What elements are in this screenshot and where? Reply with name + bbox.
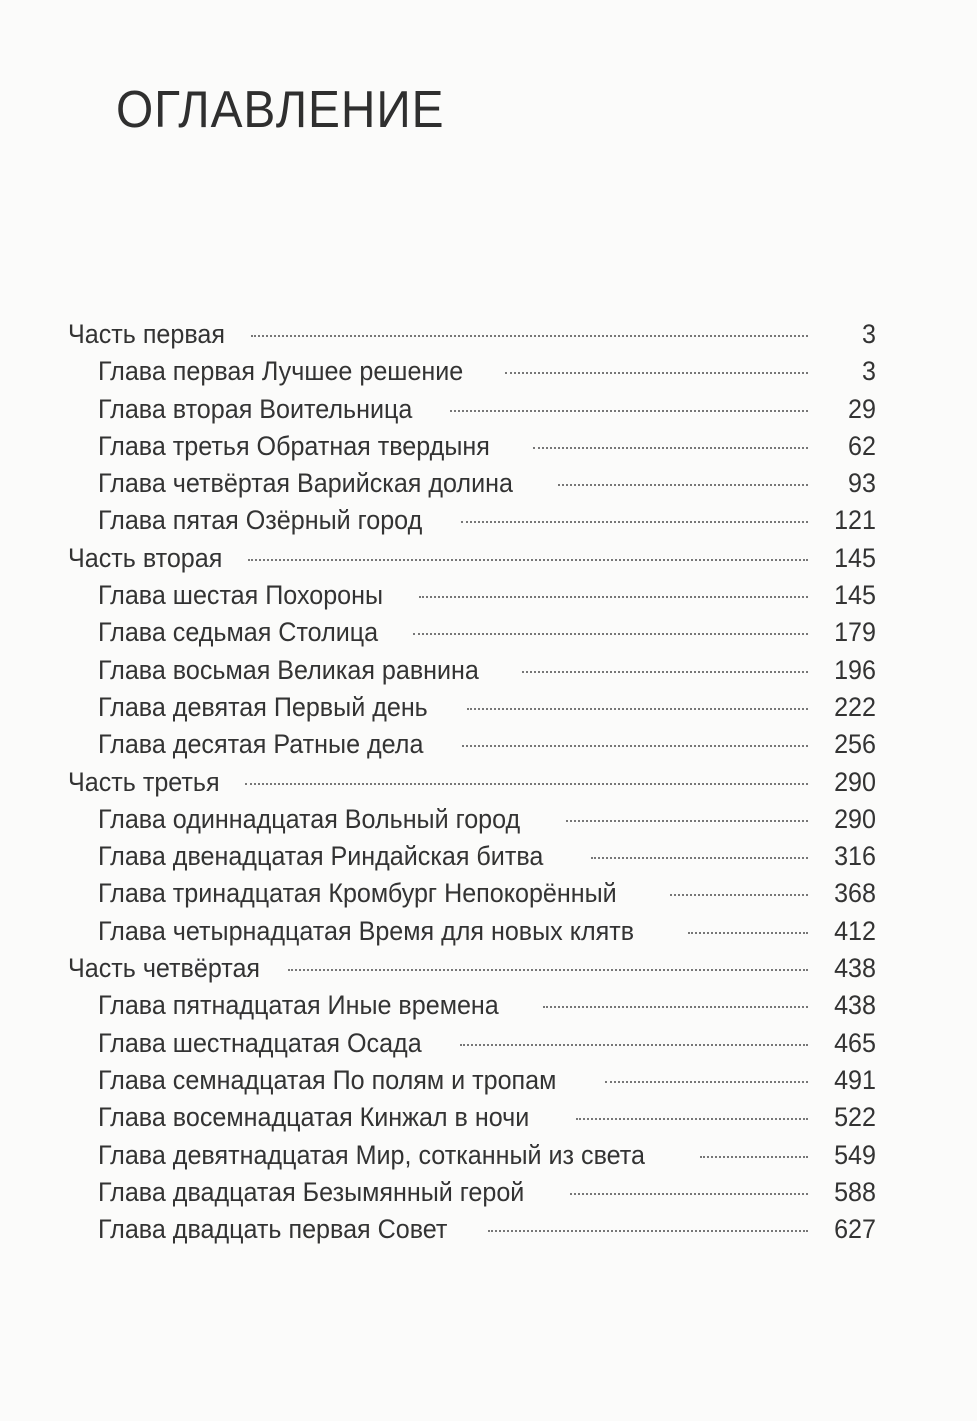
toc-entry-page-number: 290 — [834, 766, 876, 797]
dot-leader — [688, 932, 808, 934]
toc-entry-title: Глава восемнадцатая Кинжал в ночи — [98, 1102, 530, 1133]
table-of-contents — [68, 316, 876, 1248]
toc-entry-title: Глава вторая Воительница — [98, 393, 413, 424]
toc-entry-title: Глава первая Лучшее решение — [98, 356, 464, 387]
dot-leader — [533, 447, 808, 449]
toc-entry-title: Глава девятнадцатая Мир, сотканный из света — [98, 1139, 645, 1170]
toc-entry-page-number: 145 — [834, 580, 876, 611]
toc-entry-page-number: 3 — [862, 356, 876, 387]
toc-entry-title: Глава пятая Озёрный город — [98, 505, 423, 536]
toc-entry-title: Глава двадцать первая Совет — [98, 1214, 448, 1245]
dot-leader — [505, 372, 808, 374]
toc-part-entry — [68, 540, 876, 577]
toc-chapter-entry — [68, 987, 876, 1024]
dot-leader — [566, 820, 808, 822]
toc-entry-page-number: 121 — [834, 505, 876, 536]
toc-entry-page-number: 179 — [834, 617, 876, 648]
toc-chapter-entry — [68, 353, 876, 390]
toc-chapter-entry — [68, 1137, 876, 1174]
toc-entry-page-number: 316 — [834, 841, 876, 872]
dot-leader — [605, 1081, 808, 1083]
toc-entry-title: Глава семнадцатая По полям и тропам — [98, 1064, 557, 1095]
toc-entry-title: Глава тринадцатая Кромбург Непокорённый — [98, 878, 617, 909]
toc-entry-page-number: 368 — [834, 878, 876, 909]
toc-chapter-entry — [68, 1174, 876, 1211]
dot-leader — [467, 708, 808, 710]
toc-chapter-entry — [68, 1062, 876, 1099]
toc-entry-title: Глава девятая Первый день — [98, 691, 428, 722]
toc-chapter-entry — [68, 801, 876, 838]
dot-leader — [576, 1118, 808, 1120]
toc-entry-page-number: 222 — [834, 691, 876, 722]
dot-leader — [488, 1230, 808, 1232]
toc-entry-title: Глава восьмая Великая равнина — [98, 654, 479, 685]
toc-chapter-entry — [68, 875, 876, 912]
dot-leader — [245, 783, 808, 785]
dot-leader — [591, 857, 808, 859]
toc-chapter-entry — [68, 689, 876, 726]
dot-leader — [419, 596, 809, 598]
toc-entry-page-number: 588 — [834, 1176, 876, 1207]
toc-entry-page-number: 93 — [848, 468, 876, 499]
toc-chapter-entry — [68, 614, 876, 651]
toc-entry-page-number: 256 — [834, 729, 876, 760]
toc-entry-title: Глава десятая Ратные дела — [98, 729, 424, 760]
toc-entry-title: Глава четвёртая Варийская долина — [98, 468, 513, 499]
toc-entry-title: Глава пятнадцатая Иные времена — [98, 990, 499, 1021]
toc-chapter-entry — [68, 1099, 876, 1136]
toc-entry-title: Глава одиннадцатая Вольный город — [98, 803, 521, 834]
dot-leader — [413, 633, 808, 635]
toc-part-entry — [68, 950, 876, 987]
toc-chapter-entry — [68, 1211, 876, 1248]
toc-entry-page-number: 465 — [834, 1027, 876, 1058]
toc-entry-page-number: 29 — [848, 393, 876, 424]
toc-chapter-entry — [68, 838, 876, 875]
toc-entry-page-number: 549 — [834, 1139, 876, 1170]
toc-entry-page-number: 412 — [834, 915, 876, 946]
toc-chapter-entry — [68, 465, 876, 502]
toc-entry-page-number: 290 — [834, 803, 876, 834]
toc-chapter-entry — [68, 913, 876, 950]
toc-entry-title: Глава шестая Похороны — [98, 580, 384, 611]
toc-entry-page-number: 522 — [834, 1102, 876, 1133]
dot-leader — [288, 969, 808, 971]
toc-entry-title: Глава седьмая Столица — [98, 617, 379, 648]
toc-entry-title: Глава четырнадцатая Время для новых клятв — [98, 915, 635, 946]
dot-leader — [558, 484, 808, 486]
dot-leader — [460, 1044, 808, 1046]
dot-leader — [462, 745, 808, 747]
toc-entry-page-number: 62 — [848, 430, 876, 461]
toc-entry-title: Часть третья — [68, 766, 220, 797]
toc-entry-title: Глава двенадцатая Риндайская битва — [98, 841, 544, 872]
dot-leader — [700, 1156, 808, 1158]
toc-entry-page-number: 196 — [834, 654, 876, 685]
dot-leader — [251, 335, 808, 337]
dot-leader — [522, 671, 808, 673]
toc-entry-page-number: 491 — [834, 1064, 876, 1095]
dot-leader — [248, 559, 808, 561]
toc-chapter-entry — [68, 577, 876, 614]
toc-entry-title: Глава третья Обратная твердыня — [98, 430, 490, 461]
toc-chapter-entry — [68, 1025, 876, 1062]
toc-chapter-entry — [68, 502, 876, 539]
dot-leader — [450, 410, 808, 412]
toc-entry-page-number: 438 — [834, 990, 876, 1021]
toc-entry-title: Часть вторая — [68, 542, 223, 573]
toc-entry-page-number: 438 — [834, 953, 876, 984]
dot-leader — [461, 521, 808, 523]
dot-leader — [670, 894, 808, 896]
toc-chapter-entry — [68, 391, 876, 428]
toc-chapter-entry — [68, 726, 876, 763]
toc-entry-page-number: 3 — [862, 319, 876, 349]
toc-entry-page-number: 145 — [834, 542, 876, 573]
toc-entry-title: Часть четвёртая — [68, 953, 261, 984]
toc-entry-page-number: 627 — [834, 1214, 876, 1245]
toc-entry-title: Глава двадцатая Безымянный герой — [98, 1176, 525, 1207]
toc-chapter-entry — [68, 428, 876, 465]
toc-entry-title: Часть первая — [68, 319, 225, 349]
toc-part-entry — [68, 764, 876, 801]
page-title: ОГЛАВЛЕНИЕ — [116, 81, 445, 139]
toc-part-entry — [68, 316, 876, 353]
toc-entry-title: Глава шестнадцатая Осада — [98, 1027, 422, 1058]
dot-leader — [543, 1006, 808, 1008]
dot-leader — [570, 1193, 808, 1195]
toc-chapter-entry — [68, 652, 876, 689]
